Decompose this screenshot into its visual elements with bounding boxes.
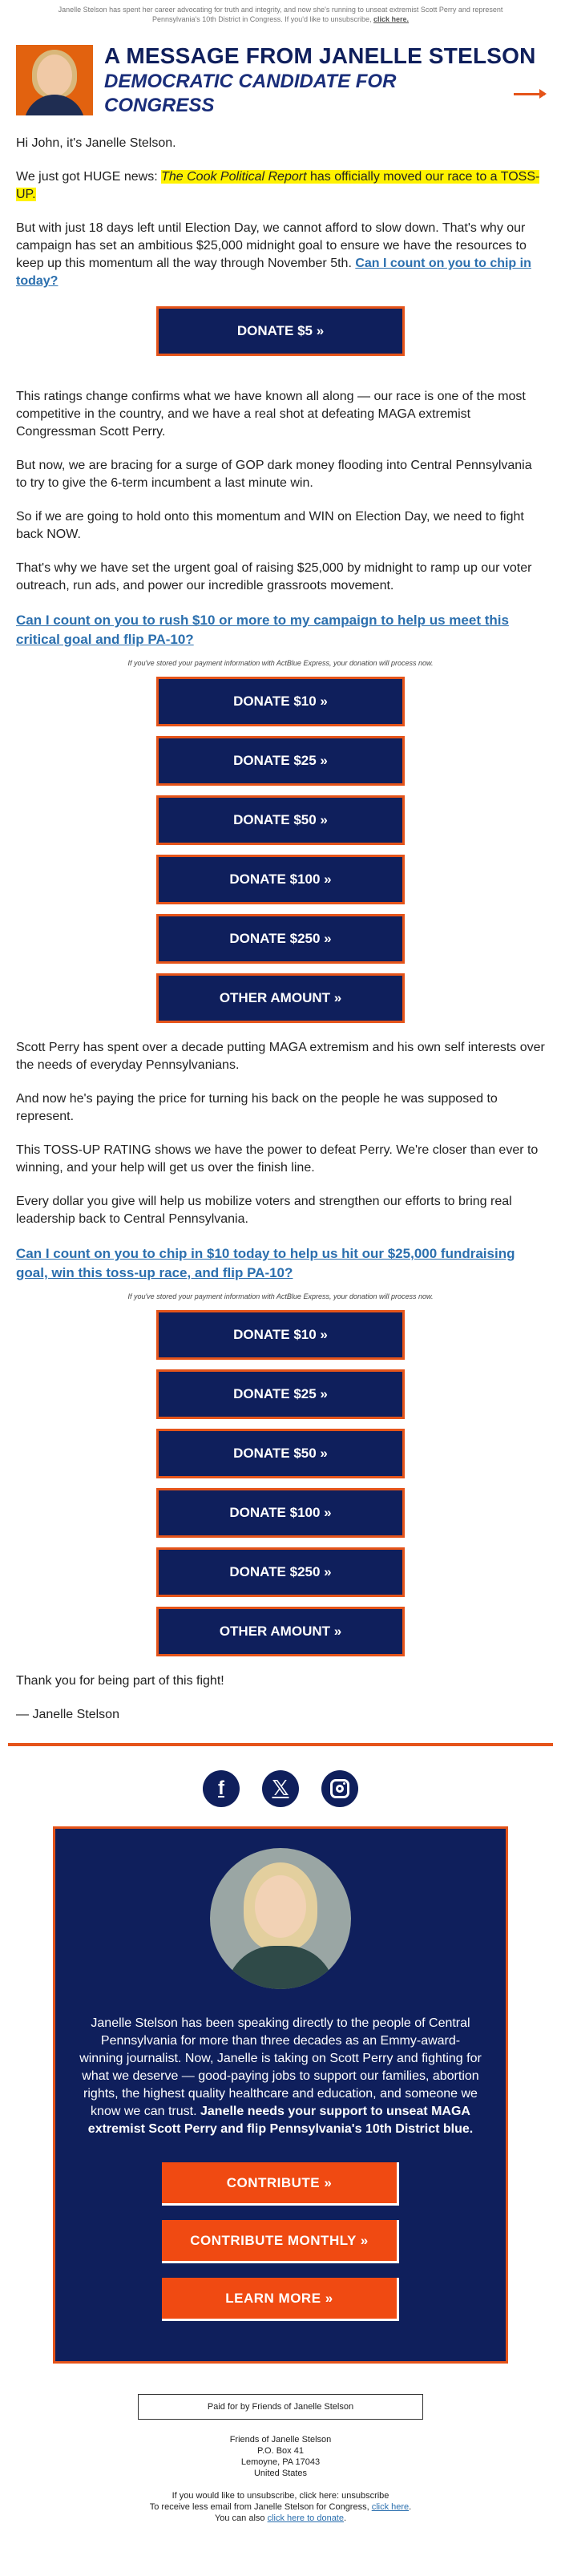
paragraph-urgent-goal: That's why we have set the urgent goal of raising $25,000 by midnight to ramp up our voter outreach, run ads, and power our incredible grassroots movement. [16,561,532,592]
donate-buttons-group-1 [16,677,545,1023]
preheader-text: Janelle Stelson has spent her career advocating for truth and integrity, and now she's running to unseat extremist Scott Perry and represent Pennsylvania's 10th District in Congress. If you'd like to unsubscribe, [58,6,503,23]
donate-10-button[interactable]: DONATE $10 » [156,1310,405,1360]
donate-10-button[interactable]: DONATE $10 » [156,677,405,726]
signoff: — Janelle Stelson [16,1708,119,1721]
candidate-photo [210,1848,351,1989]
arrow-right-icon [514,93,545,95]
social-links [0,1769,561,1809]
footer-org: Friends of Janelle Stelson [229,2435,332,2445]
header-subtitle: DEMOCRATIC CANDIDATE FOR CONGRESS [104,70,545,118]
chip-in-link[interactable]: Can I count on you to chip in today? [16,257,531,288]
unsubscribe-link[interactable]: click here. [373,15,410,23]
donate-250-button[interactable]: DONATE $250 » [156,1547,405,1597]
footer-unsubscribe[interactable]: If you would like to unsubscribe, click here: unsubscribe [172,2491,389,2501]
divider [8,1743,553,1746]
x-twitter-icon[interactable]: 𝕏 [262,1770,299,1807]
donate-50-button[interactable]: DONATE $50 » [156,1429,405,1478]
donate-50-button[interactable]: DONATE $50 » [156,795,405,845]
preheader [0,0,561,42]
header-title: A MESSAGE FROM JANELLE STELSON [104,43,536,68]
footer [0,2394,561,2524]
footer-country: United States [253,2469,308,2478]
paragraph-tossup: This TOSS-UP RATING shows we have the power to defeat Perry. We're closer than ever to winning, and your help will get us over the finish line. [16,1143,539,1175]
footer-donate-link[interactable]: click here to donate [267,2513,344,2523]
highlighted-news: The Cook Political Report has officially moved our race to a TOSS-UP. [16,170,540,201]
footer-donate: You can also click here to donate. [214,2513,347,2523]
paid-for-by: Paid for by Friends of Janelle Stelson [138,2394,423,2420]
instagram-icon[interactable] [321,1770,358,1807]
ask-link-1[interactable]: Can I count on you to rush $10 or more to my campaign to help us meet this critical goal and flip PA-10? [16,613,509,647]
paragraph-dark-money: But now, we are bracing for a surge of GOP dark money flooding into Central Pennsylvania to try to give the 6-term incumbent a last minute win. [16,459,532,490]
learn-more-button[interactable]: LEARN MORE » [162,2278,399,2321]
paragraph-goal: But with just 18 days left until Election Day, we cannot afford to slow down. That's why our campaign has set an ambitious $25,000 midnight goal to ensure we have the resources to keep up this momentum all the way through November 5th. Can I count on you to chip in today? [16,221,531,288]
donate-other-button[interactable]: OTHER AMOUNT » [156,1607,405,1656]
ask-link-2[interactable]: Can I count on you to chip in $10 today to help us hit our $25,000 fundraising goal, win this toss-up race, and flip PA-10? [16,1246,515,1280]
paragraph-price: And now he's paying the price for turning his back on the people he was supposed to represent. [16,1092,498,1123]
donate-5-button[interactable]: DONATE $5 » [156,306,405,356]
bio-section [53,1826,508,2364]
paragraph-ratings: This ratings change confirms what we have known all along — our race is one of the most competitive in the country, and we have a real shot at defeating MAGA extremist Congressman Scott Perry. [16,390,526,439]
greeting: Hi John, it's Janelle Stelson. [16,136,176,150]
email-header [16,42,545,119]
paragraph-fight-back: So if we are going to hold onto this momentum and WIN on Election Day, we need to fight back NOW. [16,510,524,541]
email-body [0,135,561,1724]
contribute-monthly-button[interactable]: CONTRIBUTE MONTHLY » [162,2220,399,2263]
actblue-note: If you've stored your payment information with ActBlue Express, your donation will process now. [127,659,434,667]
donate-25-button[interactable]: DONATE $25 » [156,736,405,786]
actblue-note-2: If you've stored your payment information with ActBlue Express, your donation will process now. [127,1292,434,1300]
footer-city: Lemoyne, PA 17043 [240,2457,321,2467]
facebook-icon[interactable]: f [203,1770,240,1807]
footer-less-email: To receive less email from Janelle Stelson for Congress, click here. [149,2502,412,2512]
donate-other-button[interactable]: OTHER AMOUNT » [156,973,405,1023]
donate-250-button[interactable]: DONATE $250 » [156,914,405,964]
paragraph-perry: Scott Perry has spent over a decade putting MAGA extremism and his own self interests over the needs of everyday Pennsylvanians. [16,1041,545,1072]
donate-100-button[interactable]: DONATE $100 » [156,1488,405,1538]
bio-text: Janelle Stelson has been speaking directly to the people of Central Pennsylvania for more than three decades as an Emmy-award-winning journalist. Now, Janelle is taking on Scott Perry and fighting for what we deserve — good-paying jobs to support our families, abortion rights, the highest quality healthcare and education, and someone we know we can trust. Janelle needs your support to unseat MAGA extremist Scott Perry and flip Pennsylvania's 10th District blue. [79,2016,482,2136]
donate-buttons-group-2 [16,1310,545,1656]
donate-25-button[interactable]: DONATE $25 » [156,1369,405,1419]
contribute-button[interactable]: CONTRIBUTE » [162,2162,399,2206]
donate-100-button[interactable]: DONATE $100 » [156,855,405,904]
less-email-link[interactable]: click here [371,2502,410,2512]
paragraph-every-dollar: Every dollar you give will help us mobilize voters and strengthen our efforts to bring real leadership back to Central Pennsylvania. [16,1195,512,1226]
candidate-portrait [16,45,93,115]
paragraph-news: We just got HUGE news: The Cook Political Report has officially moved our race to a TOSS-UP. [16,170,540,201]
closing-line: Thank you for being part of this fight! [16,1674,224,1688]
footer-po-box: P.O. Box 41 [257,2446,304,2456]
